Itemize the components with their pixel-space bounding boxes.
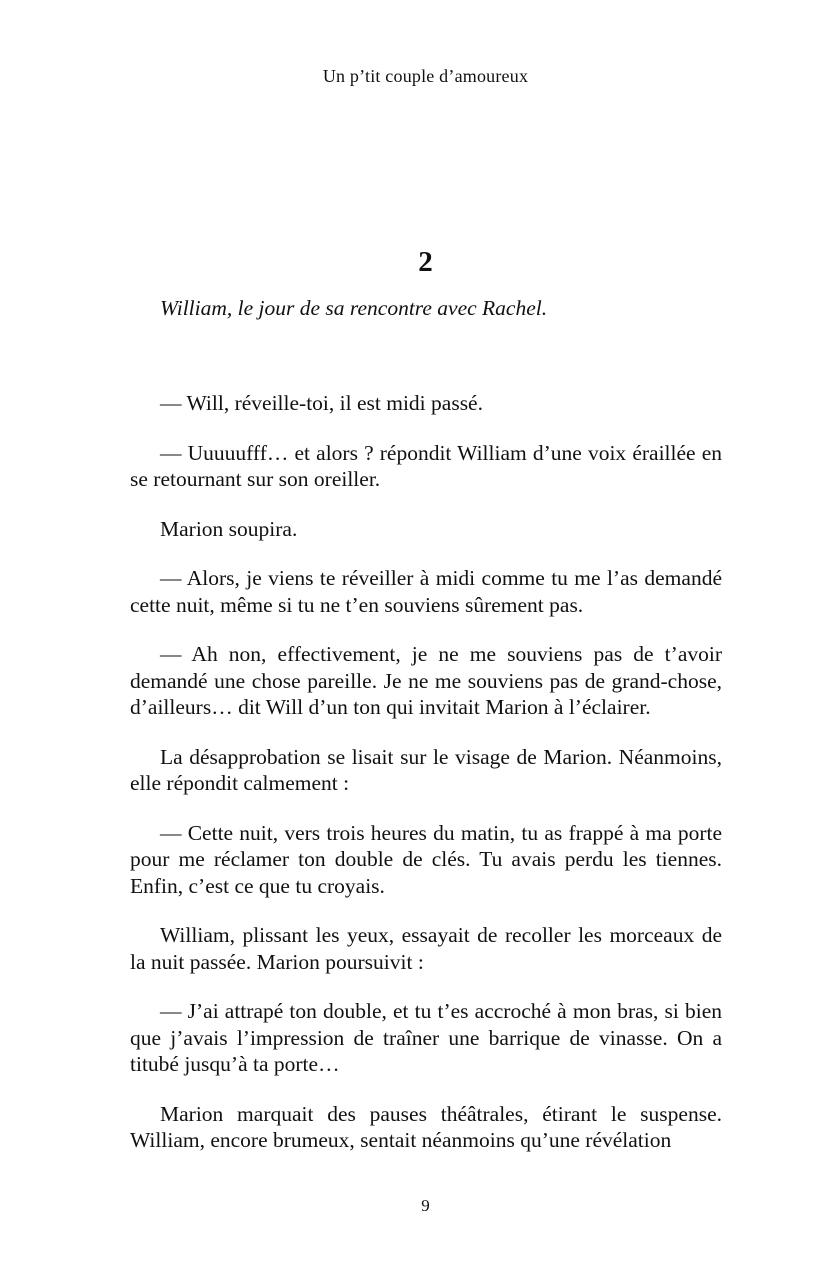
page-number: 9: [421, 1196, 430, 1215]
chapter-number: 2: [418, 246, 433, 278]
paragraph: — Will, réveille-toi, il est midi passé.: [160, 391, 483, 415]
paragraph: William, plissant les yeux, essayait de recoller les morceaux de la nuit passée. Marion poursuivit :: [130, 923, 722, 974]
paragraph: Marion soupira.: [160, 516, 298, 541]
paragraph: — Cette nuit, vers trois heures du matin, tu as frappé à ma porte pour me réclamer ton double de clés. Tu avais perdu les tiennes. Enfin, c’est ce que tu croyais.: [130, 820, 722, 898]
paragraph: — J’ai attrapé ton double, et tu t’es accroché à mon bras, si bien que j’avais l’impression de traîner une barrique de vinasse. On a titubé jusqu’à ta porte…: [130, 999, 722, 1076]
chapter-subtitle: William, le jour de sa rencontre avec Rachel.: [160, 296, 548, 320]
paragraph: — Ah non, effectivement, je ne me souviens pas de t’avoir demandé une chose pareille. Je ne me souviens pas de grand-chose, d’ailleurs… dit Will d’un ton qui invitait Marion à l’éclairer.: [130, 642, 722, 719]
body-text: [130, 390, 722, 1177]
paragraph: Marion marquait des pauses théâtrales, étirant le suspense. William, encore brumeux, sentait néanmoins qu’une révélation: [130, 1101, 722, 1152]
paragraph: — Alors, je viens te réveiller à midi comme tu me l’as demandé cette nuit, même si tu ne t’en souviens sûrement pas.: [130, 566, 722, 617]
paragraph: La désapprobation se lisait sur le visage de Marion. Néanmoins, elle répondit calmement :: [130, 744, 722, 795]
paragraph: — Uuuuufff… et alors ? répondit William d’une voix éraillée en se retournant sur son oreiller.: [130, 440, 722, 491]
running-head: Un p’tit couple d’amoureux: [322, 66, 529, 86]
